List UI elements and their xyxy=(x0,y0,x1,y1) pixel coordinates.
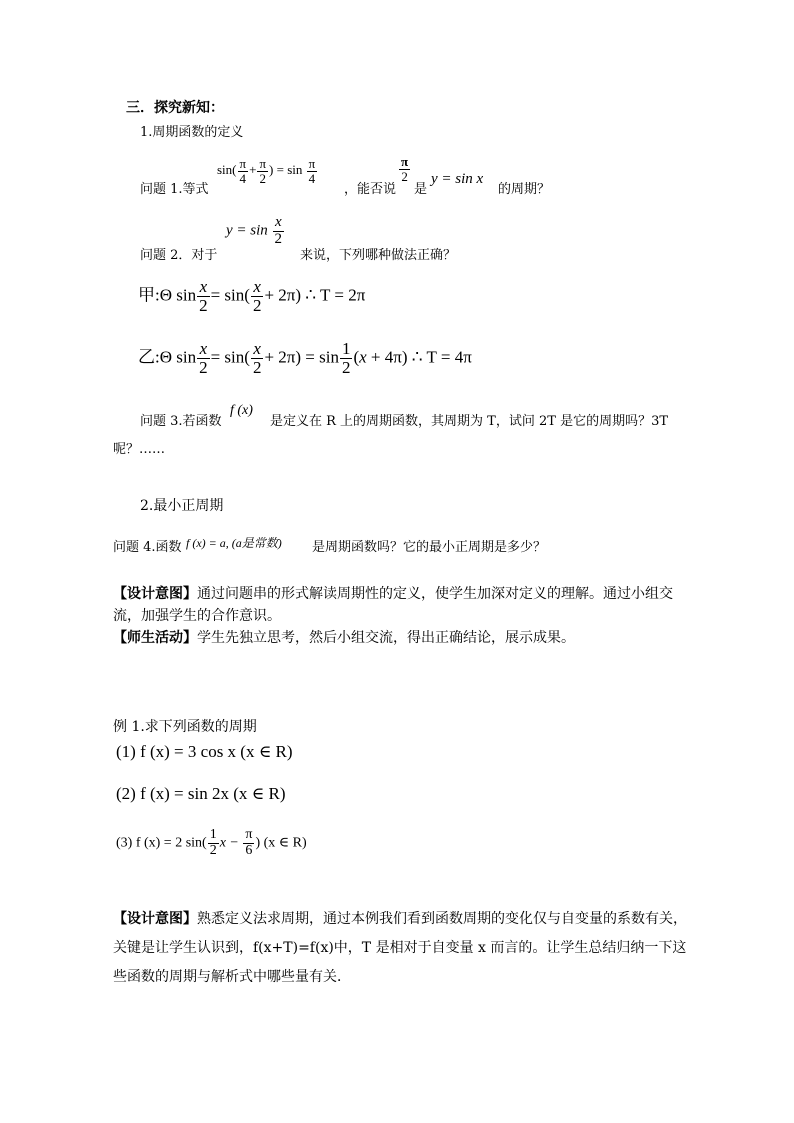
q1-pi-over-2: $\frac{\pi}{2}$ xyxy=(401,154,409,184)
section-heading: 三．探究新知： xyxy=(126,100,224,116)
q4-formula: f (x) = a, (a是常数) xyxy=(186,536,282,550)
q1-y-sin-x: y = sin x xyxy=(431,171,484,187)
q3-fx: f (x) xyxy=(230,403,253,418)
q2-suffix: 来说，下列哪种做法正确？ xyxy=(300,248,457,263)
q3-line2: 呢？…… xyxy=(113,442,166,457)
example-1-item-2: (2) f (x) = sin 2x (x ∈ R) xyxy=(116,784,286,803)
example-1-title: 例 1.求下列函数的周期 xyxy=(113,719,257,735)
q1-mid: ，能否说 xyxy=(344,182,397,197)
q3-line1b: 是定义在 R 上的周期函数，其周期为 T，试问 2T 是它的周期吗？3T xyxy=(270,414,669,429)
solution-yi: 乙:Θ sin $\frac{x}{2}$ = sin( $\frac{x}{2}$ + 2π) = sin $\frac{1}{2}$ (x + 4π) ∴ T = 4π xyxy=(138,339,472,377)
teacher-student-activity-tag: 【师生活动】 xyxy=(113,630,197,646)
solution-jia: 甲:Θ sin $\frac{x}{2}$ = sin( $\frac{x}{2}$ + 2π) ∴ T = 2π xyxy=(138,277,366,315)
q3-line1a: 问题 3.若函数 xyxy=(140,414,222,429)
q1-suffix: 的周期？ xyxy=(498,182,551,197)
example-1-item-3: (3) f (x) = 2 sin( $\frac{1}{2}$ x − $\frac{\pi}{6}$ ) (x ∈ R) xyxy=(116,827,307,858)
q4-prefix: 问题 4.函数 xyxy=(113,540,182,555)
q2-function: y = sin $\frac{x}{2}$ xyxy=(226,214,283,247)
subheading-minimum-period: 2.最小正周期 xyxy=(140,498,224,514)
q4-suffix: 是周期函数吗？它的最小正周期是多少？ xyxy=(312,540,547,555)
q1-is: 是 xyxy=(414,182,428,197)
subheading-periodic-definition: 1.周期函数的定义 xyxy=(140,125,244,140)
example-1-item-1: (1) f (x) = 3 cos x (x ∈ R) xyxy=(116,742,293,761)
q1-equation: sin( $\frac{\pi}{4}$ + $\frac{\pi}{2}$ ) = sin $\frac{\pi}{4}$ xyxy=(217,156,316,186)
design-intent-tag: 【设计意图】 xyxy=(113,586,197,602)
design-intent-1: 【设计意图】通过问题串的形式解读周期性的定义，使学生加深对定义的理解。通过小组交 流，加强学生的合作意识。 【师生活动】学生先独立思考，然后小组交流，得出正确结论，展示成果。 xyxy=(113,586,673,646)
design-intent-2: 【设计意图】熟悉定义法求周期，通过本例我们看到函数周期的变化仅与自变量的系数有关， 关键是让学生认识到，f(x+T)=f(x)中，T 是相对于自变量 x 而言的。让学生总结归纳一下这 些函数的周期与解析式中哪些量有关． xyxy=(113,911,687,985)
q1-prefix: 问题 1.等式 xyxy=(140,182,209,197)
q2-prefix: 问题 2．对于 xyxy=(140,248,218,263)
design-intent-2-tag: 【设计意图】 xyxy=(113,911,197,927)
